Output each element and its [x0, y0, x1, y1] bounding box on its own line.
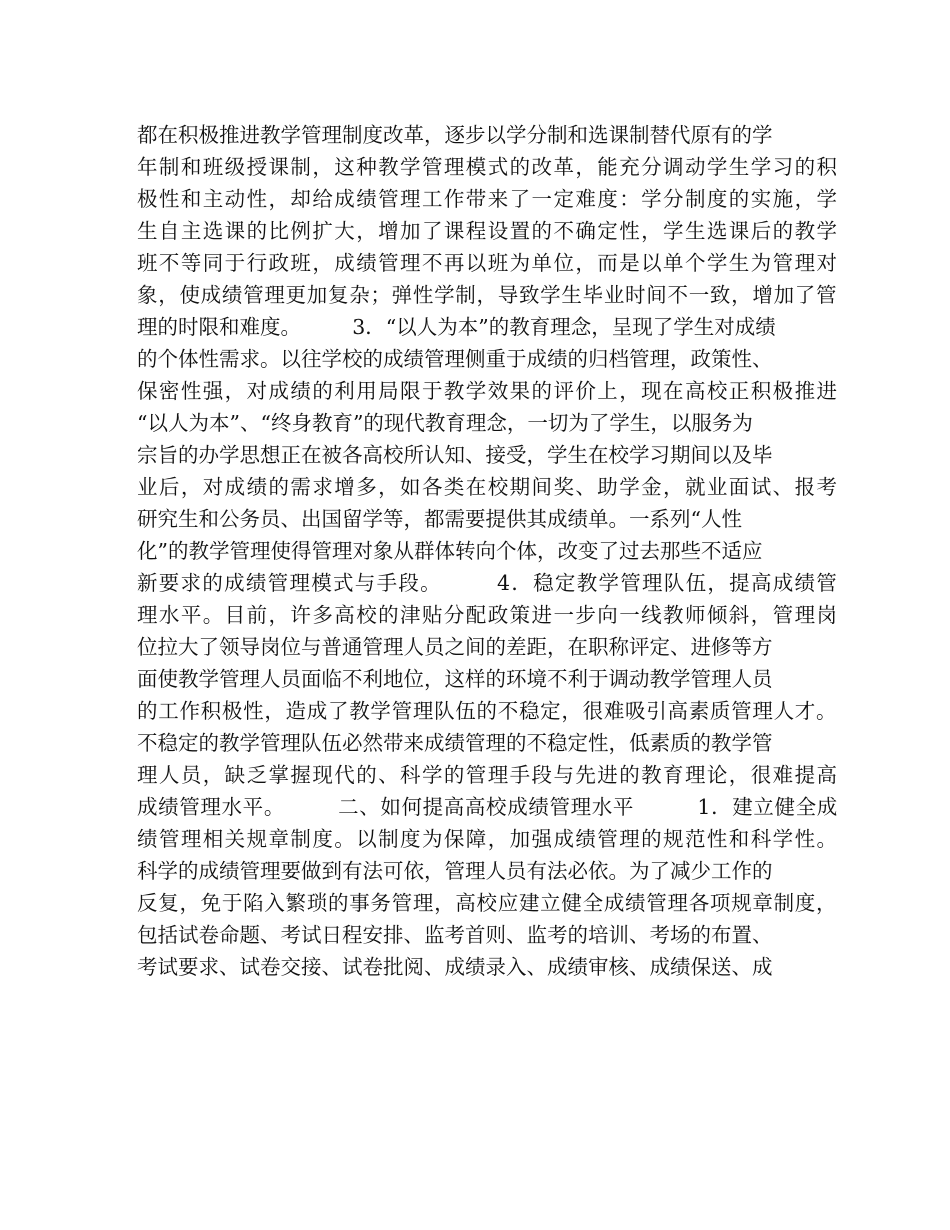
- text-line: 不稳定的教学管理队伍必然带来成绩管理的不稳定性，低素质的教学管: [137, 731, 773, 755]
- text-line: 成绩管理水平。 二、如何提高高校成绩管理水平 1．建立健全成: [137, 795, 838, 819]
- text-line: “以人为本”、“终身教育”的现代教育理念，一切为了学生，以服务为: [137, 411, 753, 435]
- text-line: 绩管理相关规章制度。以制度为保障，加强成绩管理的规范性和科学性。: [137, 827, 839, 851]
- text-line: 新要求的成绩管理模式与手段。 4．稳定教学管理队伍，提高成绩管: [137, 571, 839, 595]
- text-line: 业后，对成绩的需求增多，如各类在校期间奖、助学金，就业面试、报考: [137, 475, 839, 499]
- text-line: 面使教学管理人员面临不利地位，这样的环境不利于调动教学管理人员: [137, 667, 773, 691]
- text-line: 化”的教学管理使得管理对象从群体转向个体，改变了过去那些不适应: [137, 539, 763, 563]
- body-text: [137, 119, 837, 983]
- text-line: 反复，免于陷入繁琐的事务管理，高校应建立健全成绩管理各项规章制度，: [137, 891, 838, 915]
- text-line: 考试要求、试卷交接、试卷批阅、成绩录入、成绩审核、成绩保送、成: [137, 955, 773, 979]
- text-line: 年制和班级授课制，这种教学管理模式的改革，能充分调动学生学习的积: [137, 155, 839, 179]
- text-line: 的个体性需求。以往学校的成绩管理侧重于成绩的归档管理，政策性、: [137, 347, 773, 371]
- text-line: 宗旨的办学思想正在被各高校所认知、接受，学生在校学习期间以及毕: [137, 443, 773, 467]
- text-line: 理人员，缺乏掌握现代的、科学的管理手段与先进的教育理论，很难提高: [137, 763, 839, 787]
- text-line: 都在积极推进教学管理制度改革，逐步以学分制和选课制替代原有的学: [137, 123, 773, 147]
- text-line: 极性和主动性，却给成绩管理工作带来了一定难度：学分制度的实施，学: [137, 187, 839, 211]
- text-line: 班不等同于行政班，成绩管理不再以班为单位，而是以单个学生为管理对: [137, 251, 839, 275]
- text-line: 理水平。目前，许多高校的津贴分配政策进一步向一线教师倾斜，管理岗: [137, 603, 839, 627]
- text-line: 象，使成绩管理更加复杂；弹性学制，导致学生毕业时间不一致，增加了管: [137, 283, 838, 307]
- text-line: 保密性强，对成绩的利用局限于教学效果的评价上，现在高校正积极推进: [137, 379, 839, 403]
- text-line: 的工作积极性，造成了教学管理队伍的不稳定，很难吸引高素质管理人才。: [137, 699, 838, 723]
- text-line: 理的时限和难度。 3．“以人为本”的教育理念，呈现了学生对成绩: [137, 315, 776, 339]
- text-line: 生自主选课的比例扩大，增加了课程设置的不确定性，学生选课后的教学: [137, 219, 839, 243]
- text-line: 研究生和公务员、出国留学等，都需要提供其成绩单。一系列“人性: [137, 507, 742, 531]
- text-line: 位拉大了领导岗位与普通管理人员之间的差距，在职称评定、进修等方: [137, 635, 773, 659]
- text-line: 包括试卷命题、考试日程安排、监考首则、监考的培训、考场的布置、: [137, 923, 773, 947]
- text-line: 科学的成绩管理要做到有法可依，管理人员有法必依。为了减少工作的: [137, 859, 773, 883]
